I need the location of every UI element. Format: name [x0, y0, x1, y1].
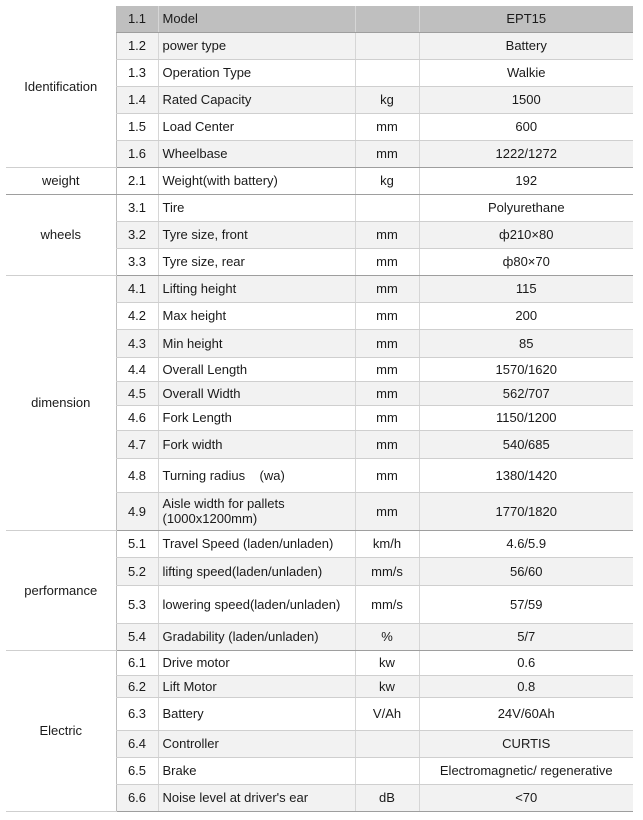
- row-item: Travel Speed (laden/unladen): [158, 530, 355, 557]
- row-item: Fork Length: [158, 405, 355, 430]
- row-unit: kw: [355, 650, 419, 675]
- row-unit: dB: [355, 784, 419, 811]
- row-unit: mm: [355, 492, 419, 530]
- category-cell: wheels: [6, 194, 116, 275]
- row-number: 1.2: [116, 32, 158, 59]
- category-cell: Identification: [6, 6, 116, 167]
- row-item: Max height: [158, 302, 355, 329]
- row-number: 4.9: [116, 492, 158, 530]
- category-cell: dimension: [6, 275, 116, 530]
- row-item: Model: [158, 6, 355, 32]
- row-item: Turning radius (wa): [158, 458, 355, 492]
- row-unit: mm: [355, 458, 419, 492]
- row-value: EPT15: [419, 6, 633, 32]
- row-value: CURTIS: [419, 730, 633, 757]
- row-number: 4.8: [116, 458, 158, 492]
- row-unit: mm: [355, 221, 419, 248]
- row-number: 6.2: [116, 675, 158, 697]
- row-item: power type: [158, 32, 355, 59]
- row-value: 192: [419, 167, 633, 194]
- row-number: 1.1: [116, 6, 158, 32]
- row-item: Weight(with battery): [158, 167, 355, 194]
- spec-table: [6, 6, 633, 812]
- row-number: 6.1: [116, 650, 158, 675]
- row-unit: mm: [355, 140, 419, 167]
- table-row: [6, 275, 633, 302]
- row-value: 4.6/5.9: [419, 530, 633, 557]
- row-number: 3.2: [116, 221, 158, 248]
- row-number: 1.4: [116, 86, 158, 113]
- row-unit: mm: [355, 302, 419, 329]
- row-value: Polyurethane: [419, 194, 633, 221]
- row-unit: [355, 32, 419, 59]
- row-item: Lifting height: [158, 275, 355, 302]
- row-unit: [355, 757, 419, 784]
- row-unit: mm: [355, 275, 419, 302]
- row-value: 0.6: [419, 650, 633, 675]
- row-number: 4.3: [116, 329, 158, 357]
- row-value: 200: [419, 302, 633, 329]
- row-number: 5.1: [116, 530, 158, 557]
- row-item: lowering speed(laden/unladen): [158, 585, 355, 623]
- row-number: 4.7: [116, 430, 158, 458]
- row-number: 3.3: [116, 248, 158, 275]
- row-value: 0.8: [419, 675, 633, 697]
- table-row: [6, 530, 633, 557]
- row-item: Battery: [158, 697, 355, 730]
- row-unit: [355, 59, 419, 86]
- row-item: Rated Capacity: [158, 86, 355, 113]
- row-item: Overall Width: [158, 381, 355, 405]
- row-value: 1570/1620: [419, 357, 633, 381]
- row-number: 6.6: [116, 784, 158, 811]
- row-number: 1.3: [116, 59, 158, 86]
- row-value: 5/7: [419, 623, 633, 650]
- row-number: 5.4: [116, 623, 158, 650]
- row-value: 57/59: [419, 585, 633, 623]
- row-value: Walkie: [419, 59, 633, 86]
- row-unit: mm/s: [355, 557, 419, 585]
- category-cell: weight: [6, 167, 116, 194]
- row-item: Tire: [158, 194, 355, 221]
- row-unit: V/Ah: [355, 697, 419, 730]
- row-unit: mm: [355, 248, 419, 275]
- category-cell: Electric: [6, 650, 116, 811]
- row-value: ф80×70: [419, 248, 633, 275]
- row-item: Gradability (laden/unladen): [158, 623, 355, 650]
- row-number: 6.3: [116, 697, 158, 730]
- row-value: Battery: [419, 32, 633, 59]
- row-number: 1.6: [116, 140, 158, 167]
- row-value: <70: [419, 784, 633, 811]
- row-unit: mm: [355, 430, 419, 458]
- table-row: [6, 6, 633, 32]
- row-unit: kg: [355, 86, 419, 113]
- row-item: Operation Type: [158, 59, 355, 86]
- row-number: 6.4: [116, 730, 158, 757]
- row-value: 600: [419, 113, 633, 140]
- row-unit: mm: [355, 357, 419, 381]
- row-value: 85: [419, 329, 633, 357]
- row-unit: [355, 194, 419, 221]
- row-number: 2.1: [116, 167, 158, 194]
- row-unit: [355, 6, 419, 32]
- row-unit: mm: [355, 329, 419, 357]
- row-item: Controller: [158, 730, 355, 757]
- row-value: 56/60: [419, 557, 633, 585]
- row-number: 1.5: [116, 113, 158, 140]
- row-unit: mm: [355, 113, 419, 140]
- table-row: [6, 650, 633, 675]
- row-number: 3.1: [116, 194, 158, 221]
- category-cell: performance: [6, 530, 116, 650]
- row-value: Electromagnetic/ regenerative: [419, 757, 633, 784]
- row-value: ф210×80: [419, 221, 633, 248]
- row-number: 4.5: [116, 381, 158, 405]
- row-item: lifting speed(laden/unladen): [158, 557, 355, 585]
- row-item: Aisle width for pallets (1000x1200mm): [158, 492, 355, 530]
- row-unit: %: [355, 623, 419, 650]
- row-number: 6.5: [116, 757, 158, 784]
- row-number: 4.4: [116, 357, 158, 381]
- row-item: Load Center: [158, 113, 355, 140]
- row-value: 115: [419, 275, 633, 302]
- row-item: Overall Length: [158, 357, 355, 381]
- row-number: 4.1: [116, 275, 158, 302]
- row-unit: kw: [355, 675, 419, 697]
- row-value: 1222/1272: [419, 140, 633, 167]
- row-item: Fork width: [158, 430, 355, 458]
- row-item: Drive motor: [158, 650, 355, 675]
- row-value: 540/685: [419, 430, 633, 458]
- row-unit: [355, 730, 419, 757]
- row-number: 5.3: [116, 585, 158, 623]
- row-number: 4.6: [116, 405, 158, 430]
- row-item: Wheelbase: [158, 140, 355, 167]
- row-value: 562/707: [419, 381, 633, 405]
- table-row: [6, 194, 633, 221]
- row-item: Tyre size, front: [158, 221, 355, 248]
- row-value: 1380/1420: [419, 458, 633, 492]
- row-value: 24V/60Ah: [419, 697, 633, 730]
- row-item: Lift Motor: [158, 675, 355, 697]
- row-value: 1500: [419, 86, 633, 113]
- row-item: Noise level at driver's ear: [158, 784, 355, 811]
- row-item: Brake: [158, 757, 355, 784]
- table-row: [6, 167, 633, 194]
- row-number: 5.2: [116, 557, 158, 585]
- row-unit: mm: [355, 381, 419, 405]
- row-number: 4.2: [116, 302, 158, 329]
- row-unit: mm: [355, 405, 419, 430]
- row-unit: mm/s: [355, 585, 419, 623]
- row-unit: kg: [355, 167, 419, 194]
- row-unit: km/h: [355, 530, 419, 557]
- row-value: 1150/1200: [419, 405, 633, 430]
- row-item: Tyre size, rear: [158, 248, 355, 275]
- row-value: 1770/1820: [419, 492, 633, 530]
- row-item: Min height: [158, 329, 355, 357]
